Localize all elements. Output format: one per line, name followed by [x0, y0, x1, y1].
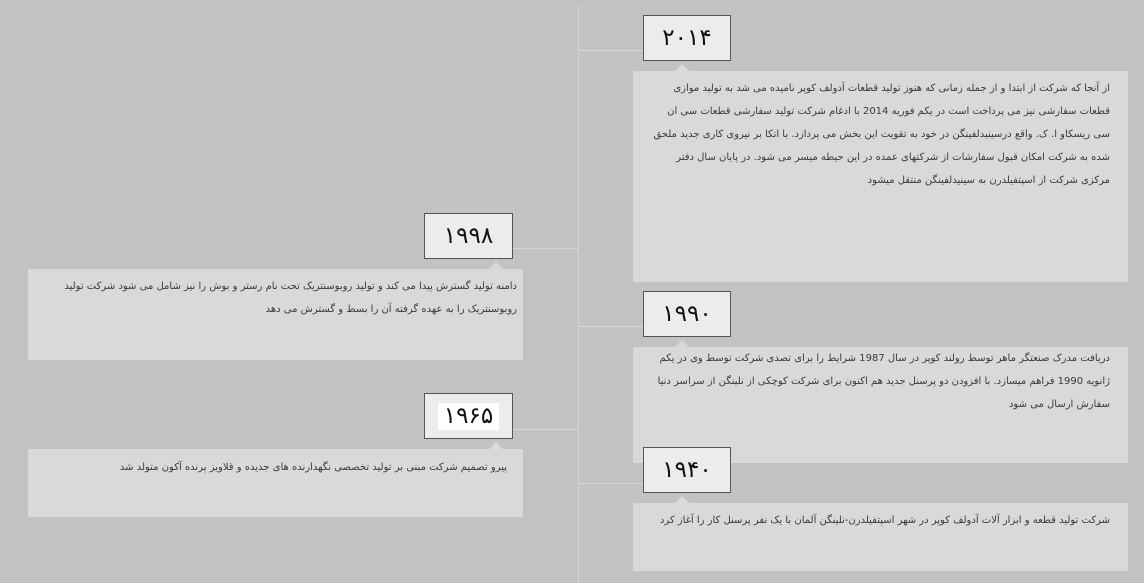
timeline-card-2014 [633, 71, 1128, 282]
year-label-1965: ۱۹۶۵ [438, 403, 499, 430]
year-badge-1990[interactable] [643, 291, 731, 337]
year-label-2014: ۲۰۱۴ [662, 24, 712, 51]
card-notch [675, 64, 689, 71]
card-text-1990: دریافت مدرک صنعتگر ماهر توسط رولند کوپر در سال 1987 شرایط را برای تصدی شرکت توسط وی در یکم ژانویه 1990 فراهم میسازد. با افزودن دو پرسنل جدید هم اکنون برای شرکت کوچکی از نلینگن از سراسر دنیا سفارش ارسال می شود [657, 353, 1110, 410]
year-badge-2014[interactable] [643, 15, 731, 61]
year-badge-1940[interactable] [643, 447, 731, 493]
timeline-card-1965 [28, 449, 523, 517]
card-notch [675, 340, 689, 347]
connector-1990 [579, 326, 643, 327]
timeline-card-1998 [28, 269, 523, 360]
connector-1940 [579, 483, 643, 484]
timeline-axis [578, 5, 579, 583]
card-notch [489, 262, 503, 269]
card-text-2014: از آنجا که شرکت از ابتدا و از جمله زمانی که هنوز تولید قطعات آدولف کوپر نامیده می شد به تولید موازی قطعات سفارشی نیز می پرداخت است در یکم فوریه 2014 با ادغام شرکت تولید سفارشی قطعات سی ان سی ریسکاو ا. ک. واقع درسینیدلفینگن در خود به تقویت این بخش می پردازد. با اتکا بر نیروی کاری جدید ملحق شده به شرکت امکان قبول سفارشات از شرکتهای عمده در این حیطه میسر می شود. در پایان سال دفتر مرکزی شرکت از اسپتفیلدرن به سینیدلفینگن منتقل میشود [653, 83, 1110, 186]
card-text-1940: شرکت تولید قطعه و ابزار آلات آدولف کوپر در شهر اسپتفیلدرن-نلینگن آلمان با یک نفر پرسنل کار را آغاز کرد [659, 515, 1110, 526]
year-badge-1965[interactable] [424, 393, 513, 439]
connector-2014 [579, 50, 643, 51]
card-notch [489, 442, 503, 449]
year-label-1998: ۱۹۹۸ [443, 222, 494, 249]
connector-1998 [513, 248, 578, 249]
card-notch [675, 496, 689, 503]
card-text-1965: پیرو تصمیم شرکت مبنی بر تولید تخصصی نگهدارنده های جدیده و قلاویز پرنده آکون متولد شد [119, 462, 507, 473]
year-label-1990: ۱۹۹۰ [662, 300, 712, 327]
year-label-1940: ۱۹۴۰ [662, 456, 712, 483]
timeline-card-1940 [633, 503, 1128, 571]
timeline-card-1990 [633, 347, 1128, 463]
connector-1965 [513, 429, 578, 430]
year-badge-1998[interactable] [424, 213, 513, 259]
card-text-1998: دامنه تولید گسترش پیدا می کند و تولید روبوسنتریک تحت نام رستر و بوش را نیز شامل می شود شرکت تولید روبوسنتریک را به عهده گرفته آن را بسط و گسترش می دهد [64, 281, 517, 315]
